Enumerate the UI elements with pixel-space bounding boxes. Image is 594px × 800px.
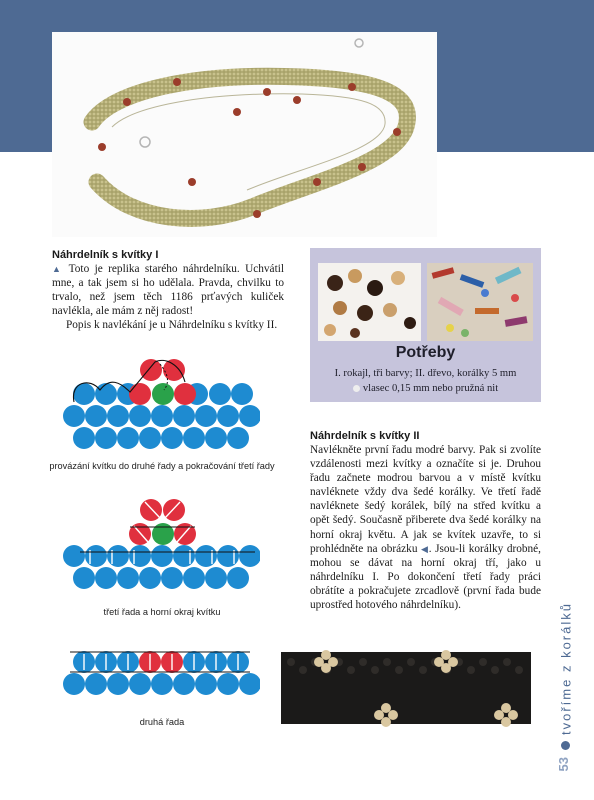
diagram-2-caption: třetí řada a horní okraj kvítku [103, 607, 221, 617]
supplies-line2-text: vlasec 0,15 mm nebo pružná nit [362, 383, 499, 394]
section2-text [310, 443, 541, 612]
bullet-icon [562, 741, 571, 750]
triangle-left-icon: ◀ [421, 543, 429, 554]
page-number: 53 [556, 757, 571, 772]
section2-text-b: . Jsou-li korálky drobné, mohou se dávat na horní okraj tří, jako u náhrdelníku I. Po dokončení třetí řady práci obrátíte a pokračujete zrcadlově (první řada bude uprostřed hotového náhrdelníku). [310, 542, 542, 612]
supplies-photos [310, 248, 541, 344]
supplies-line1: I. rokajl, tři barvy; II. dřevo, korálky 5 mm [334, 368, 517, 379]
section1-text [52, 262, 284, 332]
diagram-3-caption: druhá řada [139, 717, 185, 727]
section1-paragraph2: Popis k navlékání je u Náhrdelníku s kvítky II. [66, 319, 278, 332]
section1-paragraph1: Toto je replika starého náhrdelníku. Uchvátil mne, a tak jsem si ho udělala. Pravda, chvilku to trvalo, než jsem těch 1186 prťavých kuliček navlékla, ale mám z něj radost! [52, 263, 284, 318]
sidebar-title [556, 580, 576, 750]
section2-title: Náhrdelník s kvítky II [310, 430, 420, 442]
sidebar-title-text: tvoříme z korálků [558, 602, 574, 735]
supplies-box [310, 248, 541, 402]
diagram-1 [60, 352, 260, 452]
section2-text-a: Navlékněte první řadu modré barvy. Pak si zvolíte vzdálenosti mezi kvítky a označíte si je. Druhou řadu začnete modrou barvou a v místě kvítku navléknete vždy dva šedé korálky. Ve třetí řadě navléknete šedý korálek, bílý na střed kvítku a opět šedý. Současně přiberete dva šedé korálky na horní okraj květu. A jak se kvítek uzavře, to si prohlédněte na obrázku [310, 444, 541, 555]
triangle-up-icon: ▲ [52, 264, 64, 274]
diagram-3 [60, 638, 260, 698]
section1-title: Náhrdelník s kvítky I [52, 249, 159, 261]
diagram-2 [60, 492, 260, 592]
bullet-icon [353, 385, 360, 392]
supplies-title: Potřeby [395, 344, 456, 361]
supplies-line2 [310, 383, 541, 394]
necklace-photo [52, 32, 437, 237]
diagram-1-caption: provázání kvítku do druhé řady a pokračování třetí řady [49, 461, 275, 471]
bracelet-photo [281, 640, 531, 732]
